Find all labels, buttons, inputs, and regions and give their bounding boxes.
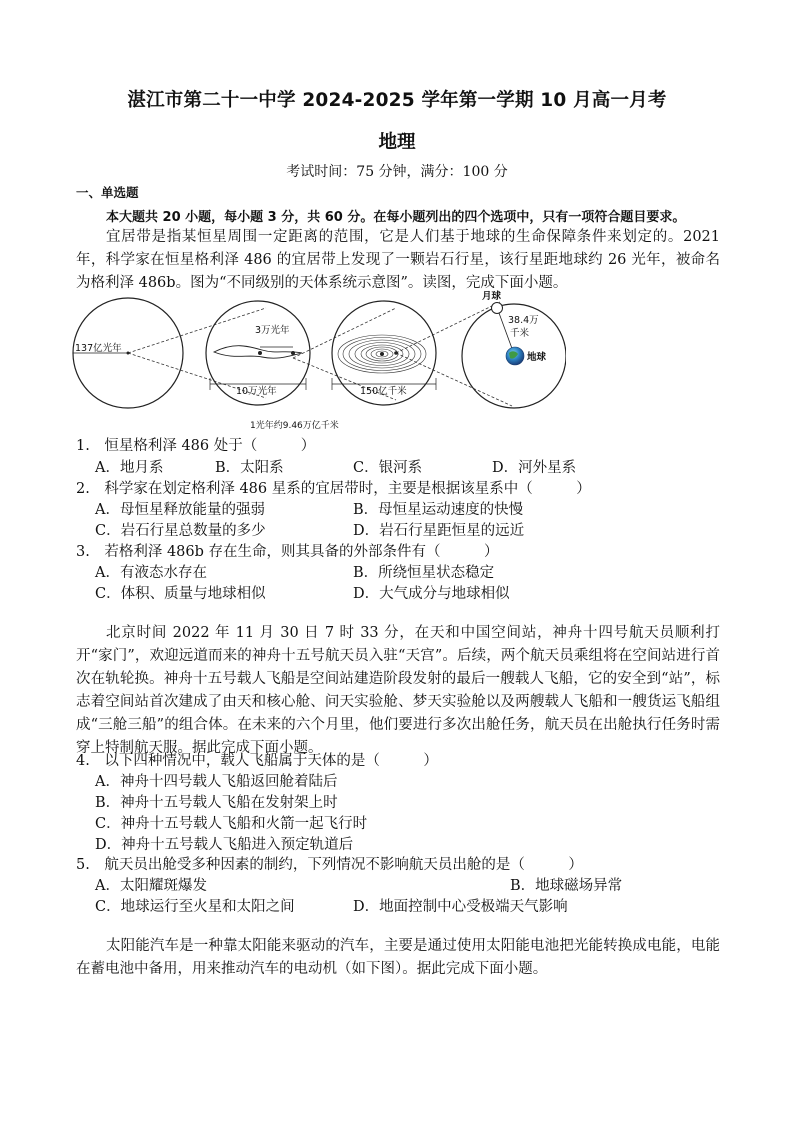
question-3-stem: 3. 若格利泽 486b 存在生命，则其具备的外部条件有（ ） (76, 544, 499, 560)
earth-orbit-dot (394, 351, 398, 355)
moon-label: 月球 (482, 291, 502, 302)
exam-title: 湛江市第二十一中学 2024-2025 学年第一学期 10 月高一月考 (127, 90, 667, 111)
universe-center-dot (127, 352, 130, 355)
q3-option-b[interactable]: B．所绕恒星状态稳定 (353, 565, 495, 581)
q2-option-a[interactable]: A．母恒星释放能量的强弱 (95, 502, 265, 518)
solar-system-diameter-label: 150亿千米 (360, 386, 407, 397)
q4-option-b[interactable]: B．神舟十五号载人飞船在发射架上时 (95, 795, 338, 811)
sun-position-dot (291, 351, 295, 355)
sun-distance-label: 3万光年 (255, 325, 290, 336)
q5-option-b[interactable]: B．地球磁场异常 (510, 878, 623, 894)
q1-option-b[interactable]: B．太阳系 (215, 460, 284, 476)
question-1-stem: 1. 恒星格利泽 486 处于（ ） (76, 438, 316, 454)
figure-caption: 1光年约9.46万亿千米 (250, 421, 339, 431)
galaxy-diameter-label: 10万光年 (236, 386, 277, 397)
universe-radius-label: 137亿光年 (75, 343, 122, 354)
question-4-stem: 4. 以下四种情况中，载人飞船属于天体的是（ ） (76, 753, 438, 769)
galaxy-center-dot (258, 351, 262, 355)
earth-label: 地球 (527, 352, 547, 363)
passage-solar-car: 太阳能汽车是一种靠太阳能来驱动的汽车，主要是通过使用太阳能电池把光能转换成电能，电能在蓄电池中备用，用来推动汽车的电动机（如下图）。据此完成下面小题。 (76, 938, 720, 977)
section-instructions: 本大题共 20 小题，每小题 3 分，共 60 分。在每小题列出的四个选项中，只有一项符合题目要求。 (106, 210, 686, 225)
galaxy-disk-shape (214, 346, 302, 358)
question-2-stem: 2. 科学家在划定格利泽 486 星系的宜居带时，主要是根据该星系中（ ） (76, 481, 591, 497)
exam-info: 考试时间：75 分钟，满分：100 分 (286, 164, 508, 180)
q3-option-c[interactable]: C．体积、质量与地球相似 (95, 586, 266, 602)
q2-option-d[interactable]: D．岩石行星距恒星的远近 (353, 523, 525, 539)
q1-option-a[interactable]: A．地月系 (95, 460, 164, 476)
celestial-systems-diagram (66, 290, 566, 435)
q3-option-d[interactable]: D．大气成分与地球相似 (353, 586, 510, 602)
q2-option-b[interactable]: B．母恒星运动速度的快慢 (353, 502, 524, 518)
q2-option-c[interactable]: C．岩石行星总数量的多少 (95, 523, 266, 539)
zoom-connector-lines (128, 302, 512, 406)
celestial-systems-figure (66, 290, 566, 435)
q5-option-d[interactable]: D．地面控制中心受极端天气影响 (353, 899, 568, 915)
question-5-stem: 5. 航天员出舱受多种因素的制约，下列情况不影响航天员出舱的是（ ） (76, 857, 583, 873)
q5-option-c[interactable]: C．地球运行至火星和太阳之间 (95, 899, 295, 915)
sun-dot (380, 352, 384, 356)
earth-moon-distance-label-1: 38.4万 (508, 315, 539, 326)
passage-habitable-zone: 宜居带是指某恒星周围一定距离的范围，它是人们基于地球的生命保障条件来划定的。2021 年，科学家在恒星格利泽 486 的宜居带上发现了一颗岩石行星，该行星距地球约 26 光年，被命名为格利泽 486b。图为“不同级别的天体系统示意图”。读图，完成下面小题。 (76, 229, 720, 291)
q4-option-a[interactable]: A．神舟十四号载人飞船返回舱着陆后 (95, 774, 338, 790)
section-heading: 一、单选题 (76, 185, 139, 200)
q4-option-c[interactable]: C．神舟十五号载人飞船和火箭一起飞行时 (95, 816, 368, 832)
moon-icon (492, 303, 503, 314)
subject-title: 地理 (378, 132, 416, 153)
q4-option-d[interactable]: D．神舟十五号载人飞船进入预定轨道后 (95, 837, 354, 853)
q5-option-a[interactable]: A．太阳耀斑爆发 (95, 878, 207, 894)
q3-option-a[interactable]: A．有液态水存在 (95, 565, 207, 581)
passage-space-station: 北京时间 2022 年 11 月 30 日 7 时 33 分，在天和中国空间站，神舟十四号航天员顺利打开“家门”，欢迎远道而来的神舟十五号航天员入驻“天宫”。后续，两个航天员乘组将在空间站进行首次在轨轮换。神舟十五号载人飞船是空间站建造阶段发射的最后一艘载人飞船，它的安全到“站”，标志着空间站首次建成了由天和核心舱、问天实验舱、梦天实验舱以及两艘载人飞船和一艘货运飞船组成“三舱三船”的组合体。在未来的六个月里，他们要进行多次出舱任务，航天员在出舱执行任务时需穿上特制航天服。据此完成下面小题。 (76, 625, 720, 756)
q1-option-c[interactable]: C．银河系 (353, 460, 423, 476)
earth-moon-distance-label-2: 千米 (510, 328, 530, 339)
q1-option-d[interactable]: D．河外星系 (492, 460, 577, 476)
